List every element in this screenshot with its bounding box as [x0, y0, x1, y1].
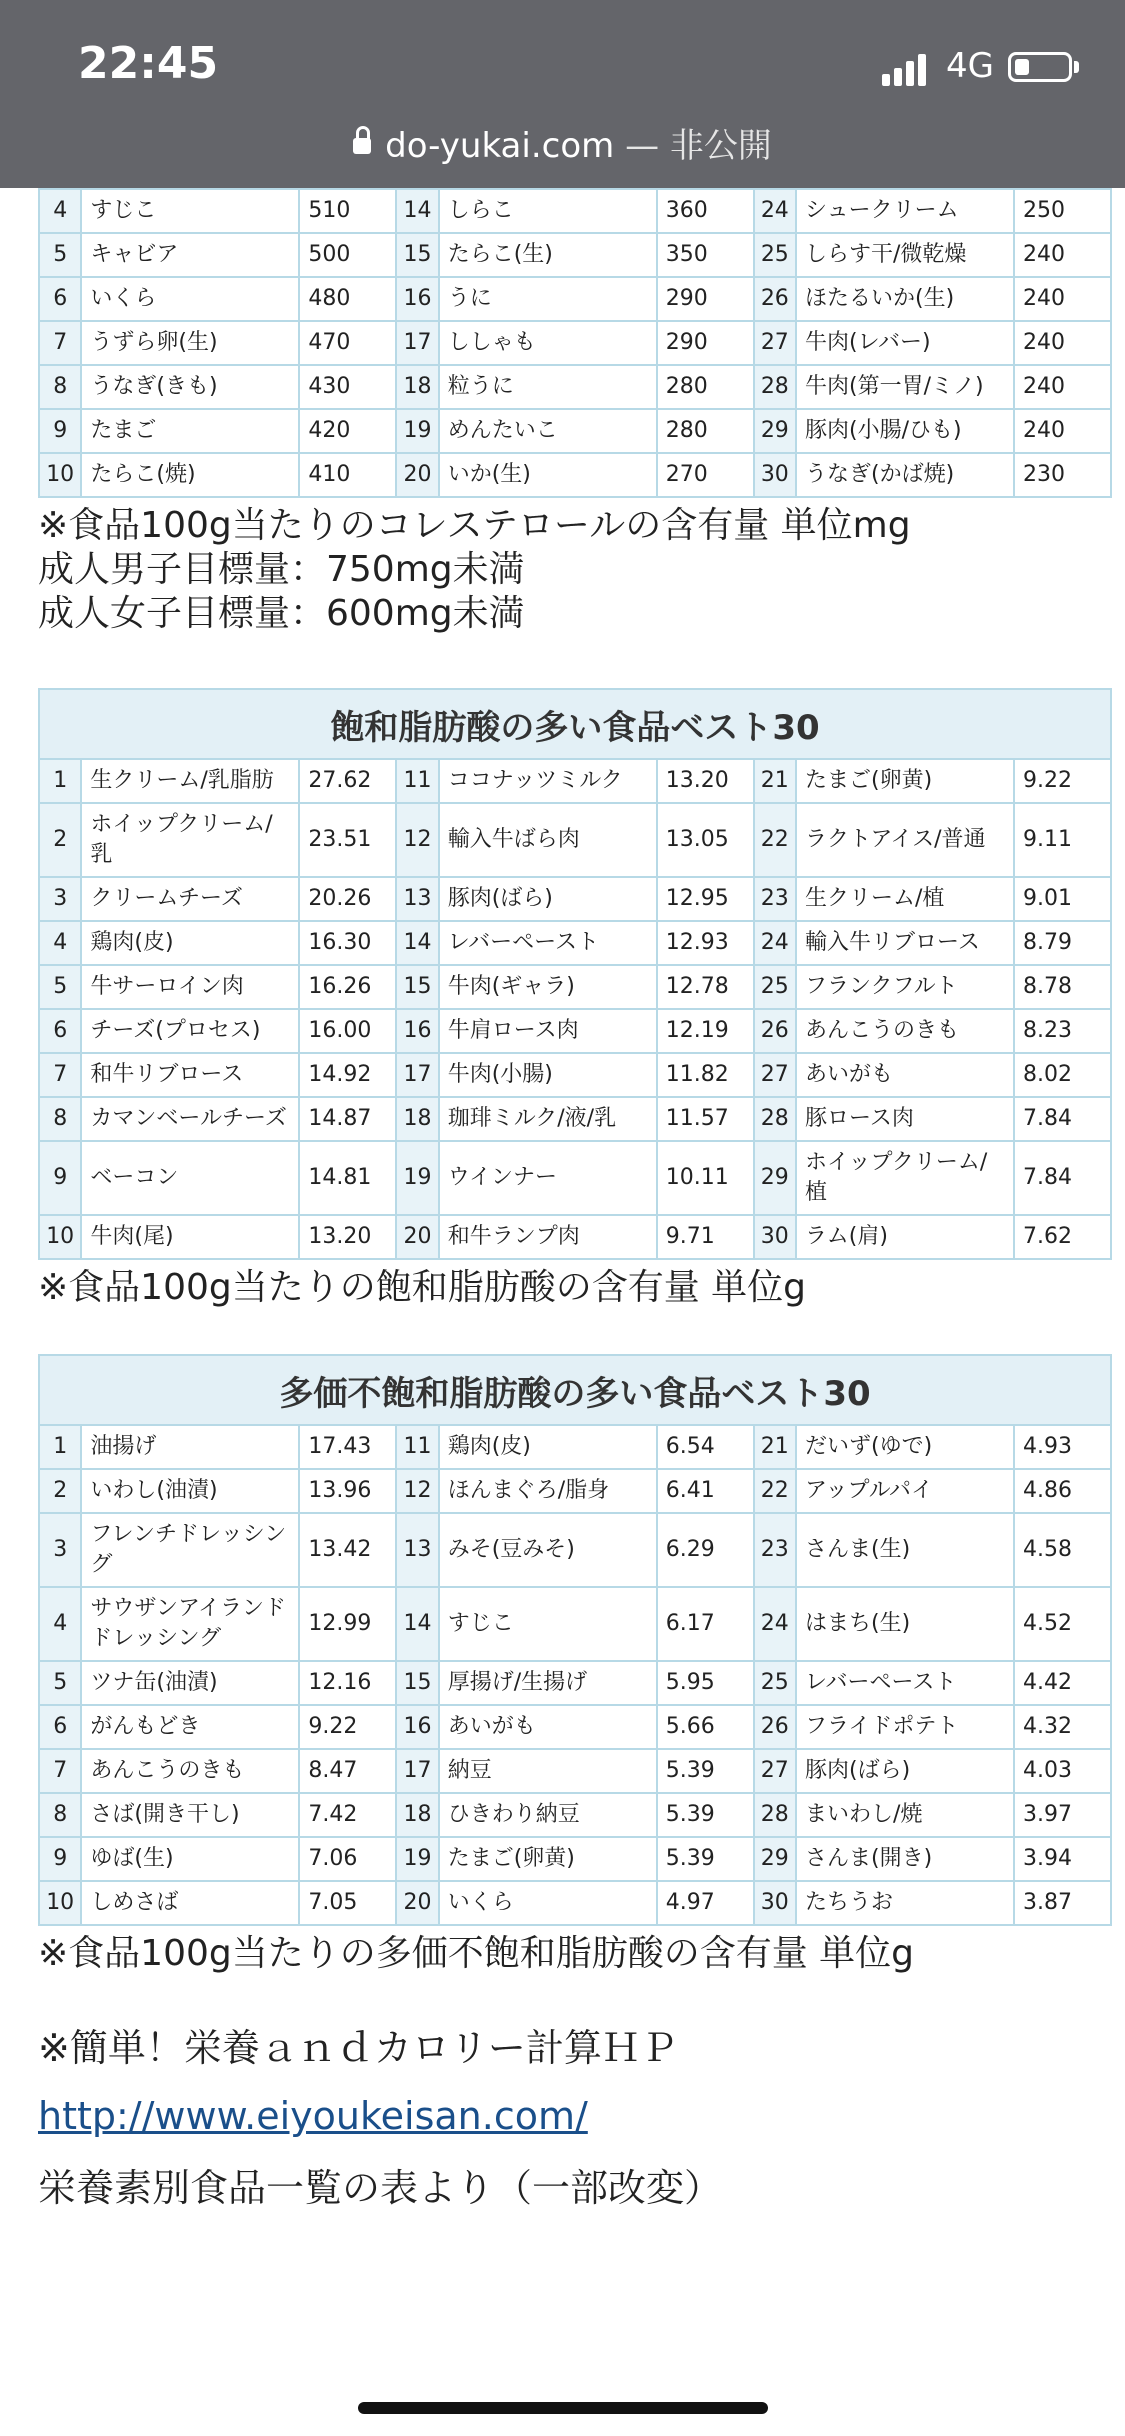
table-row	[39, 1749, 1111, 1793]
rank-number: 7	[39, 1749, 81, 1793]
food-name: サウザンアイランドドレッシング	[81, 1587, 299, 1661]
food-name: たらこ(生)	[439, 233, 657, 277]
table-row	[39, 189, 1111, 233]
amount-value: 9.11	[1014, 803, 1111, 877]
food-name: まいわし/焼	[796, 1793, 1014, 1837]
cholesterol-table	[38, 188, 1112, 498]
saturated-fat-table-body	[39, 759, 1111, 1259]
rank-number: 28	[754, 1793, 796, 1837]
food-name: はまち(生)	[796, 1587, 1014, 1661]
food-name: カマンベールチーズ	[81, 1097, 299, 1141]
rank-number: 21	[754, 1425, 796, 1469]
food-name: あいがも	[439, 1705, 657, 1749]
rank-number: 19	[396, 409, 438, 453]
rank-number: 2	[39, 803, 81, 877]
rank-number: 19	[396, 1837, 438, 1881]
food-name: クリームチーズ	[81, 877, 299, 921]
rank-number: 13	[396, 1513, 438, 1587]
rank-number: 25	[754, 233, 796, 277]
rank-number: 8	[39, 365, 81, 409]
food-name: あんこうのきも	[81, 1749, 299, 1793]
amount-value: 7.84	[1014, 1141, 1111, 1215]
home-indicator[interactable]	[358, 2402, 768, 2414]
amount-value: 10.11	[657, 1141, 754, 1215]
table-row	[39, 1661, 1111, 1705]
rank-number: 11	[396, 1425, 438, 1469]
rank-number: 30	[754, 1881, 796, 1925]
saturated-fat-table	[38, 688, 1112, 1260]
rank-number: 14	[396, 1587, 438, 1661]
amount-value: 240	[1014, 233, 1111, 277]
rank-number: 5	[39, 965, 81, 1009]
rank-number: 17	[396, 321, 438, 365]
rank-number: 22	[754, 1469, 796, 1513]
amount-value: 7.62	[1014, 1215, 1111, 1259]
rank-number: 12	[396, 1469, 438, 1513]
amount-value: 4.58	[1014, 1513, 1111, 1587]
amount-value: 500	[299, 233, 396, 277]
amount-value: 250	[1014, 189, 1111, 233]
rank-number: 26	[754, 277, 796, 321]
url-domain: do-yukai.com	[385, 126, 615, 166]
amount-value: 410	[299, 453, 396, 497]
cholesterol-table-body	[39, 189, 1111, 497]
amount-value: 7.42	[299, 1793, 396, 1837]
amount-value: 470	[299, 321, 396, 365]
amount-value: 12.95	[657, 877, 754, 921]
amount-value: 270	[657, 453, 754, 497]
amount-value: 290	[657, 277, 754, 321]
amount-value: 360	[657, 189, 754, 233]
amount-value: 3.94	[1014, 1837, 1111, 1881]
table-row	[39, 965, 1111, 1009]
amount-value: 6.54	[657, 1425, 754, 1469]
food-name: 生クリーム/乳脂肪	[81, 759, 299, 803]
food-name: たちうお	[796, 1881, 1014, 1925]
food-name: めんたいこ	[439, 409, 657, 453]
rank-number: 20	[396, 1215, 438, 1259]
rank-number: 16	[396, 1009, 438, 1053]
table-row	[39, 1009, 1111, 1053]
rank-number: 25	[754, 1661, 796, 1705]
rank-number: 6	[39, 277, 81, 321]
table-row	[39, 1513, 1111, 1587]
rank-number: 25	[754, 965, 796, 1009]
rank-number: 27	[754, 321, 796, 365]
amount-value: 3.87	[1014, 1881, 1111, 1925]
rank-number: 10	[39, 453, 81, 497]
rank-number: 28	[754, 1097, 796, 1141]
rank-number: 8	[39, 1097, 81, 1141]
food-name: いか(生)	[439, 453, 657, 497]
amount-value: 8.79	[1014, 921, 1111, 965]
rank-number: 15	[396, 965, 438, 1009]
female-target-note: 成人女子目標量：600mg未満	[38, 593, 525, 634]
rank-number: 27	[754, 1053, 796, 1097]
food-name: 牛肉(第一胃/ミノ)	[796, 365, 1014, 409]
rank-number: 30	[754, 453, 796, 497]
amount-value: 16.00	[299, 1009, 396, 1053]
rank-number: 9	[39, 1837, 81, 1881]
food-name: だいず(ゆで)	[796, 1425, 1014, 1469]
rank-number: 5	[39, 1661, 81, 1705]
food-name: 珈琲ミルク/液/乳	[439, 1097, 657, 1141]
amount-value: 280	[657, 409, 754, 453]
amount-value: 14.92	[299, 1053, 396, 1097]
amount-value: 240	[1014, 321, 1111, 365]
rank-number: 1	[39, 1425, 81, 1469]
rank-number: 15	[396, 1661, 438, 1705]
amount-value: 13.05	[657, 803, 754, 877]
rank-number: 16	[396, 1705, 438, 1749]
rank-number: 15	[396, 233, 438, 277]
food-name: たまご(卵黄)	[439, 1837, 657, 1881]
amount-value: 8.23	[1014, 1009, 1111, 1053]
food-name: ほんまぐろ/脂身	[439, 1469, 657, 1513]
rank-number: 22	[754, 803, 796, 877]
male-target-note: 成人男子目標量：750mg未満	[38, 549, 525, 590]
food-name: ウインナー	[439, 1141, 657, 1215]
rank-number: 24	[754, 189, 796, 233]
status-time: 22:45	[78, 38, 219, 89]
food-name: みそ(豆みそ)	[439, 1513, 657, 1587]
amount-value: 290	[657, 321, 754, 365]
address-bar[interactable]	[0, 118, 1125, 167]
food-name: すじこ	[81, 189, 299, 233]
food-name: うなぎ(かば焼)	[796, 453, 1014, 497]
rank-number: 29	[754, 409, 796, 453]
amount-value: 240	[1014, 365, 1111, 409]
table-row	[39, 365, 1111, 409]
amount-value: 13.20	[657, 759, 754, 803]
table-row	[39, 1469, 1111, 1513]
amount-value: 4.32	[1014, 1705, 1111, 1749]
table-row	[39, 233, 1111, 277]
amount-value: 4.86	[1014, 1469, 1111, 1513]
rank-number: 29	[754, 1837, 796, 1881]
amount-value: 5.95	[657, 1661, 754, 1705]
table-row	[39, 1425, 1111, 1469]
url-separator: —	[625, 126, 660, 166]
cholesterol-note: ※食品100g当たりのコレステロールの含有量 単位mg	[38, 505, 911, 546]
amount-value: 13.42	[299, 1513, 396, 1587]
rank-number: 12	[396, 803, 438, 877]
food-name: すじこ	[439, 1587, 657, 1661]
amount-value: 12.16	[299, 1661, 396, 1705]
amount-value: 9.01	[1014, 877, 1111, 921]
signal-icon	[882, 52, 934, 86]
rank-number: 7	[39, 1053, 81, 1097]
rank-number: 17	[396, 1749, 438, 1793]
food-name: 納豆	[439, 1749, 657, 1793]
table-row	[39, 759, 1111, 803]
rank-number: 27	[754, 1749, 796, 1793]
food-name: キャビア	[81, 233, 299, 277]
rank-number: 26	[754, 1009, 796, 1053]
amount-value: 7.06	[299, 1837, 396, 1881]
food-name: たらこ(焼)	[81, 453, 299, 497]
amount-value: 8.02	[1014, 1053, 1111, 1097]
rank-number: 23	[754, 877, 796, 921]
amount-value: 240	[1014, 277, 1111, 321]
amount-value: 510	[299, 189, 396, 233]
food-name: ココナッツミルク	[439, 759, 657, 803]
amount-value: 5.39	[657, 1749, 754, 1793]
amount-value: 4.93	[1014, 1425, 1111, 1469]
food-name: 牛肉(小腸)	[439, 1053, 657, 1097]
rank-number: 23	[754, 1513, 796, 1587]
table-title: 飽和脂肪酸の多い食品ベスト30	[39, 689, 1111, 759]
amount-value: 5.39	[657, 1837, 754, 1881]
amount-value: 11.82	[657, 1053, 754, 1097]
table-row	[39, 1793, 1111, 1837]
amount-value: 13.96	[299, 1469, 396, 1513]
rank-number: 2	[39, 1469, 81, 1513]
amount-value: 7.84	[1014, 1097, 1111, 1141]
food-name: シュークリーム	[796, 189, 1014, 233]
amount-value: 5.66	[657, 1705, 754, 1749]
food-name: しめさば	[81, 1881, 299, 1925]
amount-value: 9.22	[299, 1705, 396, 1749]
rank-number: 14	[396, 189, 438, 233]
food-name: 牛肩ロース肉	[439, 1009, 657, 1053]
amount-value: 4.97	[657, 1881, 754, 1925]
table-row	[39, 1587, 1111, 1661]
food-name: ししゃも	[439, 321, 657, 365]
table-row	[39, 921, 1111, 965]
amount-value: 20.26	[299, 877, 396, 921]
rank-number: 29	[754, 1141, 796, 1215]
food-name: 豚肉(ばら)	[796, 1749, 1014, 1793]
food-name: ツナ缶(油漬)	[81, 1661, 299, 1705]
rank-number: 8	[39, 1793, 81, 1837]
food-name: うずら卵(生)	[81, 321, 299, 365]
amount-value: 6.29	[657, 1513, 754, 1587]
food-name: しらす干/微乾燥	[796, 233, 1014, 277]
food-name: しらこ	[439, 189, 657, 233]
saturated-fat-note: ※食品100g当たりの飽和脂肪酸の含有量 単位g	[38, 1267, 807, 1308]
amount-value: 8.78	[1014, 965, 1111, 1009]
url-visibility: 非公開	[669, 126, 772, 166]
food-name: いくら	[439, 1881, 657, 1925]
rank-number: 13	[396, 877, 438, 921]
rank-number: 18	[396, 1097, 438, 1141]
food-name: 粒うに	[439, 365, 657, 409]
amount-value: 280	[657, 365, 754, 409]
food-name: ホイップクリーム/乳	[81, 803, 299, 877]
table-row	[39, 1141, 1111, 1215]
food-name: ひきわり納豆	[439, 1793, 657, 1837]
amount-value: 12.93	[657, 921, 754, 965]
food-name: アップルパイ	[796, 1469, 1014, 1513]
food-name: さんま(開き)	[796, 1837, 1014, 1881]
rank-number: 17	[396, 1053, 438, 1097]
food-name: ホイップクリーム/植	[796, 1141, 1014, 1215]
amount-value: 12.99	[299, 1587, 396, 1661]
amount-value: 12.78	[657, 965, 754, 1009]
amount-value: 11.57	[657, 1097, 754, 1141]
rank-number: 16	[396, 277, 438, 321]
food-name: たまご(卵黄)	[796, 759, 1014, 803]
food-name: 牛肉(尾)	[81, 1215, 299, 1259]
food-name: 牛肉(レバー)	[796, 321, 1014, 365]
rank-number: 20	[396, 1881, 438, 1925]
food-name: さば(開き干し)	[81, 1793, 299, 1837]
food-name: 和牛リブロース	[81, 1053, 299, 1097]
amount-value: 14.81	[299, 1141, 396, 1215]
amount-value: 16.30	[299, 921, 396, 965]
amount-value: 5.39	[657, 1793, 754, 1837]
food-name: ほたるいか(生)	[796, 277, 1014, 321]
food-name: 豚肉(ばら)	[439, 877, 657, 921]
network-type: 4G	[946, 46, 994, 86]
rank-number: 24	[754, 921, 796, 965]
source-description: 栄養素別食品一覧の表より（一部改変）	[38, 2166, 723, 2210]
amount-value: 16.26	[299, 965, 396, 1009]
amount-value: 13.20	[299, 1215, 396, 1259]
rank-number: 1	[39, 759, 81, 803]
amount-value: 8.47	[299, 1749, 396, 1793]
rank-number: 20	[396, 453, 438, 497]
lock-icon	[353, 138, 371, 154]
food-name: 厚揚げ/生揚げ	[439, 1661, 657, 1705]
rank-number: 21	[754, 759, 796, 803]
rank-number: 7	[39, 321, 81, 365]
page-content	[38, 188, 1112, 2210]
food-name: さんま(生)	[796, 1513, 1014, 1587]
source-title: ※簡単！栄養ａｎｄカロリー計算ＨＰ	[38, 2026, 678, 2070]
food-name: あんこうのきも	[796, 1009, 1014, 1053]
food-name: 鶏肉(皮)	[439, 1425, 657, 1469]
rank-number: 3	[39, 877, 81, 921]
amount-value: 350	[657, 233, 754, 277]
food-name: ゆば(生)	[81, 1837, 299, 1881]
food-name: ラム(肩)	[796, 1215, 1014, 1259]
food-name: 牛肉(ギャラ)	[439, 965, 657, 1009]
rank-number: 10	[39, 1215, 81, 1259]
food-name: ベーコン	[81, 1141, 299, 1215]
amount-value: 3.97	[1014, 1793, 1111, 1837]
food-name: レバーペースト	[796, 1661, 1014, 1705]
battery-icon	[1008, 52, 1072, 82]
table-row	[39, 1881, 1111, 1925]
table-row	[39, 1053, 1111, 1097]
amount-value: 230	[1014, 453, 1111, 497]
amount-value: 23.51	[299, 803, 396, 877]
food-name: 豚肉(小腸/ひも)	[796, 409, 1014, 453]
rank-number: 9	[39, 409, 81, 453]
food-name: フレンチドレッシング	[81, 1513, 299, 1587]
amount-value: 4.42	[1014, 1661, 1111, 1705]
amount-value: 240	[1014, 409, 1111, 453]
rank-number: 28	[754, 365, 796, 409]
rank-number: 19	[396, 1141, 438, 1215]
rank-number: 24	[754, 1587, 796, 1661]
food-name: 輸入牛リブロース	[796, 921, 1014, 965]
table-row	[39, 1215, 1111, 1259]
food-name: いくら	[81, 277, 299, 321]
table-row	[39, 453, 1111, 497]
rank-number: 18	[396, 365, 438, 409]
polyunsaturated-fat-table-body	[39, 1425, 1111, 1925]
table-row	[39, 277, 1111, 321]
amount-value: 7.05	[299, 1881, 396, 1925]
amount-value: 17.43	[299, 1425, 396, 1469]
polyunsaturated-fat-table	[38, 1354, 1112, 1926]
table-row	[39, 409, 1111, 453]
amount-value: 9.71	[657, 1215, 754, 1259]
amount-value: 480	[299, 277, 396, 321]
rank-number: 4	[39, 1587, 81, 1661]
food-name: がんもどき	[81, 1705, 299, 1749]
table-row	[39, 803, 1111, 877]
amount-value: 420	[299, 409, 396, 453]
rank-number: 11	[396, 759, 438, 803]
table-row	[39, 1837, 1111, 1881]
food-name: あいがも	[796, 1053, 1014, 1097]
food-name: フライドポテト	[796, 1705, 1014, 1749]
polyunsaturated-fat-note: ※食品100g当たりの多価不飽和脂肪酸の含有量 単位g	[38, 1933, 915, 1974]
amount-value: 9.22	[1014, 759, 1111, 803]
food-name: 和牛ランプ肉	[439, 1215, 657, 1259]
food-name: うなぎ(きも)	[81, 365, 299, 409]
rank-number: 9	[39, 1141, 81, 1215]
food-name: フランクフルト	[796, 965, 1014, 1009]
food-name: いわし(油漬)	[81, 1469, 299, 1513]
amount-value: 4.03	[1014, 1749, 1111, 1793]
table-row	[39, 1097, 1111, 1141]
amount-value: 6.17	[657, 1587, 754, 1661]
food-name: ラクトアイス/普通	[796, 803, 1014, 877]
source-link[interactable]: http://www.eiyoukeisan.com/	[38, 2094, 588, 2138]
rank-number: 10	[39, 1881, 81, 1925]
table-row	[39, 1705, 1111, 1749]
amount-value: 27.62	[299, 759, 396, 803]
food-name: たまご	[81, 409, 299, 453]
table-row	[39, 877, 1111, 921]
rank-number: 18	[396, 1793, 438, 1837]
food-name: 牛サーロイン肉	[81, 965, 299, 1009]
food-name: レバーペースト	[439, 921, 657, 965]
amount-value: 6.41	[657, 1469, 754, 1513]
amount-value: 14.87	[299, 1097, 396, 1141]
rank-number: 4	[39, 189, 81, 233]
amount-value: 4.52	[1014, 1587, 1111, 1661]
rank-number: 3	[39, 1513, 81, 1587]
amount-value: 430	[299, 365, 396, 409]
rank-number: 26	[754, 1705, 796, 1749]
status-bar	[0, 0, 1125, 188]
rank-number: 6	[39, 1705, 81, 1749]
rank-number: 30	[754, 1215, 796, 1259]
food-name: 生クリーム/植	[796, 877, 1014, 921]
rank-number: 5	[39, 233, 81, 277]
rank-number: 14	[396, 921, 438, 965]
food-name: 鶏肉(皮)	[81, 921, 299, 965]
amount-value: 12.19	[657, 1009, 754, 1053]
rank-number: 6	[39, 1009, 81, 1053]
food-name: うに	[439, 277, 657, 321]
food-name: 輸入牛ばら肉	[439, 803, 657, 877]
food-name: 豚ロース肉	[796, 1097, 1014, 1141]
table-title: 多価不飽和脂肪酸の多い食品ベスト30	[39, 1355, 1111, 1425]
food-name: 油揚げ	[81, 1425, 299, 1469]
rank-number: 4	[39, 921, 81, 965]
food-name: チーズ(プロセス)	[81, 1009, 299, 1053]
table-row	[39, 321, 1111, 365]
